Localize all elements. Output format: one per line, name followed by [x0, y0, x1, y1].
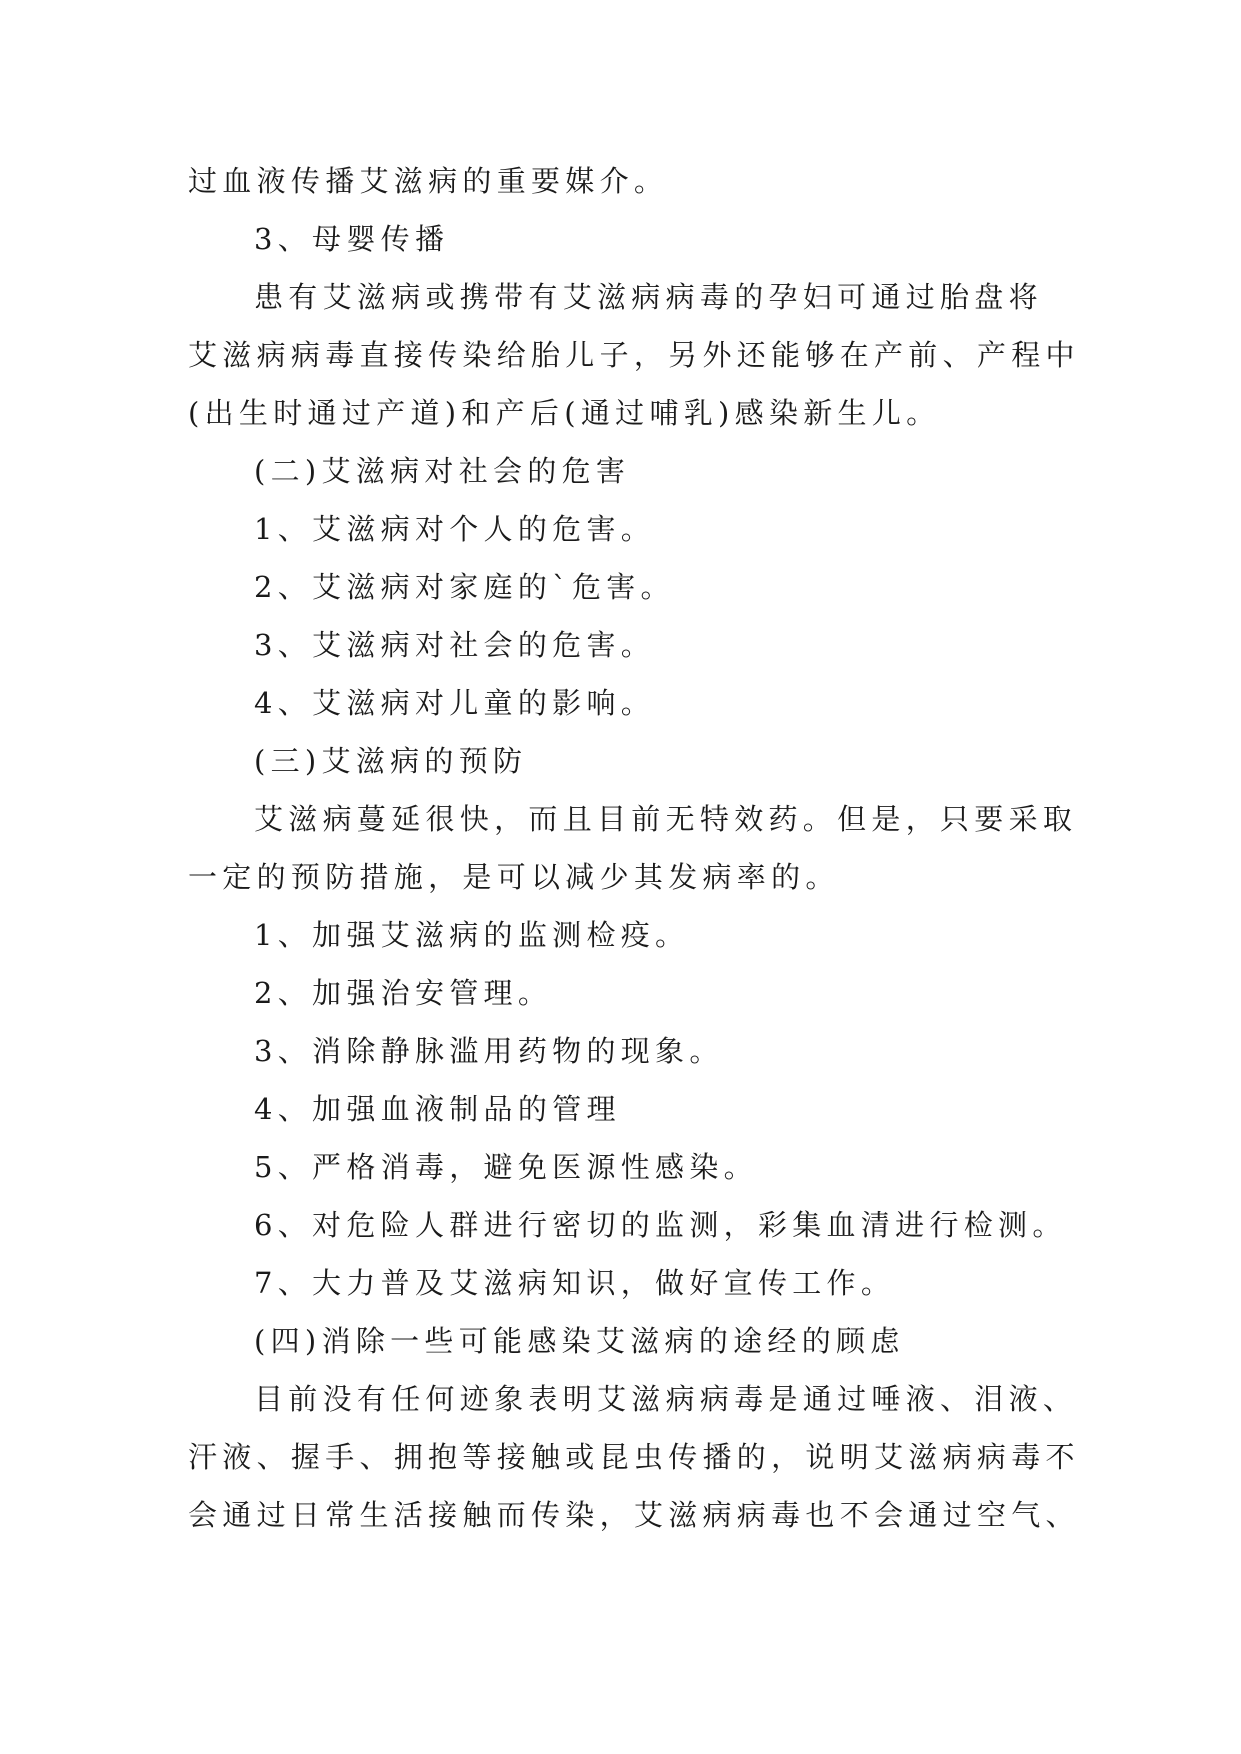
list-item: 2、加强治安管理。 — [254, 976, 553, 1010]
section-heading: (二)艾滋病对社会的危害 — [254, 454, 631, 488]
text-line: 目前没有任何迹象表明艾滋病病毒是通过唾液、泪液、 — [254, 1382, 1078, 1416]
list-item: 3、艾滋病对社会的危害。 — [254, 628, 656, 662]
text-line: 患有艾滋病或携带有艾滋病病毒的孕妇可通过胎盘将 — [254, 280, 1043, 314]
list-item: 1、艾滋病对个人的危害。 — [254, 512, 656, 546]
list-item: 4、艾滋病对儿童的影响。 — [254, 686, 656, 720]
list-item: 3、消除静脉滥用药物的现象。 — [254, 1034, 724, 1068]
text-line: 过血液传播艾滋病的重要媒介。 — [188, 164, 669, 198]
text-line: 艾滋病蔓延很快，而且目前无特效药。但是，只要采取 — [254, 802, 1078, 836]
text-line: 艾滋病病毒直接传染给胎儿子，另外还能够在产前、产程中 — [188, 338, 1080, 372]
list-item: 4、加强血液制品的管理 — [254, 1092, 621, 1126]
list-item: 2、艾滋病对家庭的`危害。 — [254, 570, 675, 604]
list-item: 7、大力普及艾滋病知识，做好宣传工作。 — [254, 1266, 896, 1300]
section-heading: (三)艾滋病的预防 — [254, 744, 528, 778]
body-text — [188, 152, 1080, 1544]
text-line: 3、母婴传播 — [254, 222, 450, 256]
text-line: 一定的预防措施，是可以减少其发病率的。 — [188, 860, 840, 894]
text-line: 汗液、握手、拥抱等接触或昆虫传播的，说明艾滋病病毒不 — [188, 1440, 1080, 1474]
text-line: 会通过日常生活接触而传染，艾滋病病毒也不会通过空气、 — [188, 1498, 1080, 1532]
text-line: (出生时通过产道)和产后(通过哺乳)感染新生儿。 — [188, 396, 941, 430]
list-item: 1、加强艾滋病的监测检疫。 — [254, 918, 690, 952]
list-item: 6、对危险人群进行密切的监测，彩集血清进行检测。 — [254, 1208, 1067, 1242]
section-heading: (四)消除一些可能感染艾滋病的途经的顾虑 — [254, 1324, 905, 1358]
list-item: 5、严格消毒，避免医源性感染。 — [254, 1150, 758, 1184]
